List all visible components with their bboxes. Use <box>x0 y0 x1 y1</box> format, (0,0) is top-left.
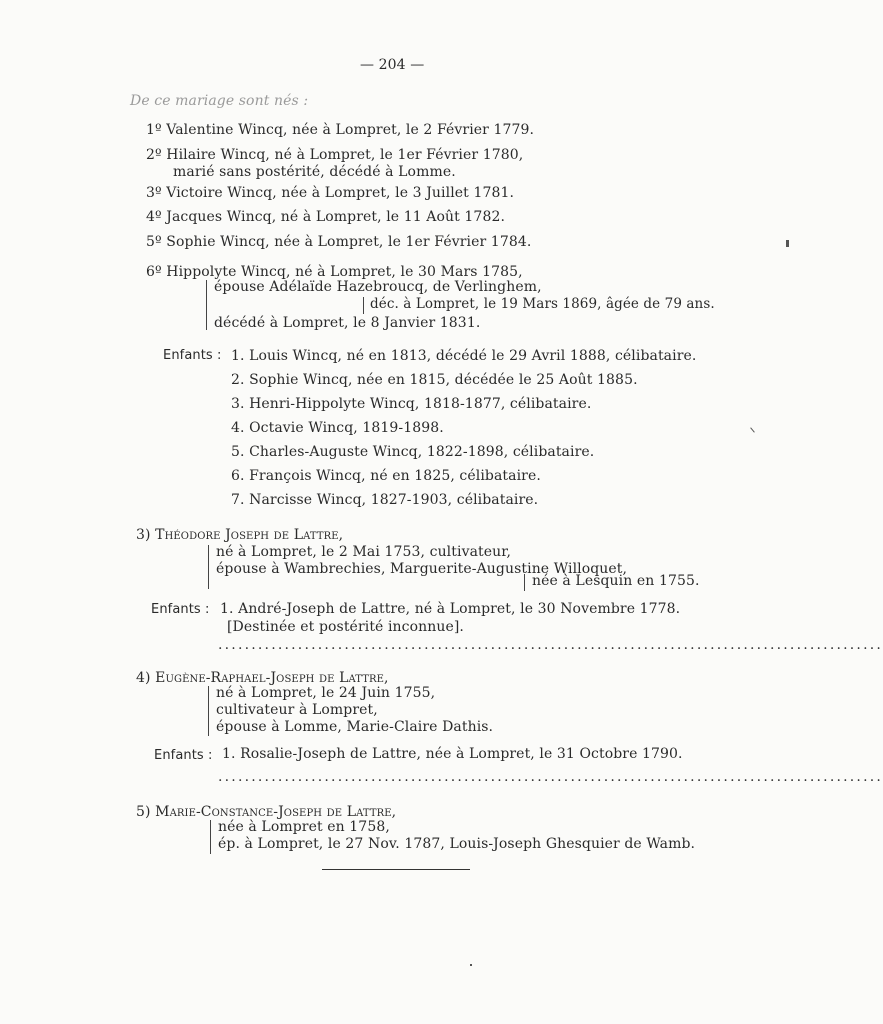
grandchild-entry: 1. Rosalie-Joseph de Lattre, née à Lompret, le 31 Octobre 1790. <box>222 746 683 762</box>
scan-speck <box>470 964 472 966</box>
bracket-bar <box>208 545 209 589</box>
grandchild-entry: 1. André-Joseph de Lattre, né à Lompret, le 30 Novembre 1778. <box>220 601 681 617</box>
detail-line: née à Lompret en 1758, <box>218 819 390 835</box>
entry-text: Hippolyte Wincq, né à Lompret, le 30 Mars 1785, <box>166 264 523 280</box>
section-name: Théodore Joseph de Lattre, <box>155 527 344 543</box>
section-number: 4) <box>136 670 151 686</box>
detail-line: ép. à Lompret, le 27 Nov. 1787, Louis-Joseph Ghesquier de Wamb. <box>218 836 696 852</box>
detail-line: née à Lesquin en 1755. <box>532 573 700 589</box>
detail-line: né à Lompret, le 24 Juin 1755, <box>216 685 436 701</box>
spouse-line: épouse Adélaïde Hazebroucq, de Verlinghem, <box>214 279 542 295</box>
section-name: Eugène-Raphael-Joseph de Lattre, <box>155 670 389 686</box>
closing-rule <box>322 869 470 870</box>
enfants-label: Enfants : <box>151 602 210 617</box>
grandchild-entry: 7. Narcisse Wincq, 1827-1903, célibataire. <box>231 492 539 508</box>
grandchild-entry: 5. Charles-Auguste Wincq, 1822-1898, célibataire. <box>231 444 595 460</box>
detail-line: cultivateur à Lompret, <box>216 702 378 718</box>
page-number: — 204 — <box>360 57 425 73</box>
enfants-label: Enfants : <box>154 748 213 763</box>
grandchild-entry: 2. Sophie Wincq, née en 1815, décédée le 25 Août 1885. <box>231 372 638 388</box>
child-entry <box>146 121 534 139</box>
entry-text: Valentine Wincq, née à Lompret, le 2 Février 1779. <box>166 122 535 138</box>
scan-speck <box>786 240 789 247</box>
bracket-bar <box>363 297 364 314</box>
spouse-death-line: déc. à Lompret, le 19 Mars 1869, âgée de 79 ans. <box>370 296 715 312</box>
detail-line: épouse à Wambrechies, Marguerite-Augustine Willoquet, <box>216 561 628 577</box>
entry-text: Victoire Wincq, née à Lompret, le 3 Juillet 1781. <box>166 185 515 201</box>
child-entry <box>146 208 505 226</box>
entry-number: 2º <box>146 147 162 163</box>
entry-number: 4º <box>146 209 162 225</box>
child-entry <box>146 146 523 164</box>
section-name: Marie-Constance-Joseph de Lattre, <box>155 804 397 820</box>
section-number: 5) <box>136 804 151 820</box>
entry-number: 6º <box>146 264 162 280</box>
enfants-label: Enfants : <box>163 348 222 363</box>
entry-text: Sophie Wincq, née à Lompret, le 1er Février 1784. <box>166 234 532 250</box>
section-number: 3) <box>136 527 151 543</box>
scan-speck <box>750 427 755 432</box>
child-entry-continuation <box>173 163 456 181</box>
leader-dots: .................................................................................................... <box>218 769 883 785</box>
detail-line: épouse à Lomme, Marie-Claire Dathis. <box>216 719 494 735</box>
section-heading <box>136 526 343 544</box>
bracket-bar <box>210 820 211 854</box>
bracket-bar <box>208 686 209 736</box>
intro-line: De ce mariage sont nés : <box>130 93 309 109</box>
entry-text: marié sans postérité, décédé à Lomme. <box>173 164 456 180</box>
child-entry <box>146 233 531 251</box>
grandchild-entry: 6. François Wincq, né en 1825, célibataire. <box>231 468 541 484</box>
bracket-bar <box>524 574 525 591</box>
child-entry <box>146 184 514 202</box>
grandchild-note: [Destinée et postérité inconnue]. <box>227 619 464 635</box>
entry-number: 5º <box>146 234 162 250</box>
grandchild-entry: 3. Henri-Hippolyte Wincq, 1818-1877, célibataire. <box>231 396 592 412</box>
entry-text: Jacques Wincq, né à Lompret, le 11 Août 1782. <box>166 209 506 225</box>
leader-dots: .................................................................................................... <box>218 637 883 653</box>
detail-line: né à Lompret, le 2 Mai 1753, cultivateur, <box>216 544 512 560</box>
entry-text: Hilaire Wincq, né à Lompret, le 1er Février 1780, <box>166 147 524 163</box>
grandchild-entry: 1. Louis Wincq, né en 1813, décédé le 29 Avril 1888, célibataire. <box>231 348 697 364</box>
entry-number: 3º <box>146 185 162 201</box>
death-line: décédé à Lompret, le 8 Janvier 1831. <box>214 315 481 331</box>
grandchild-entry: 4. Octavie Wincq, 1819-1898. <box>231 420 444 436</box>
bracket-bar <box>206 280 207 330</box>
entry-number: 1º <box>146 122 162 138</box>
